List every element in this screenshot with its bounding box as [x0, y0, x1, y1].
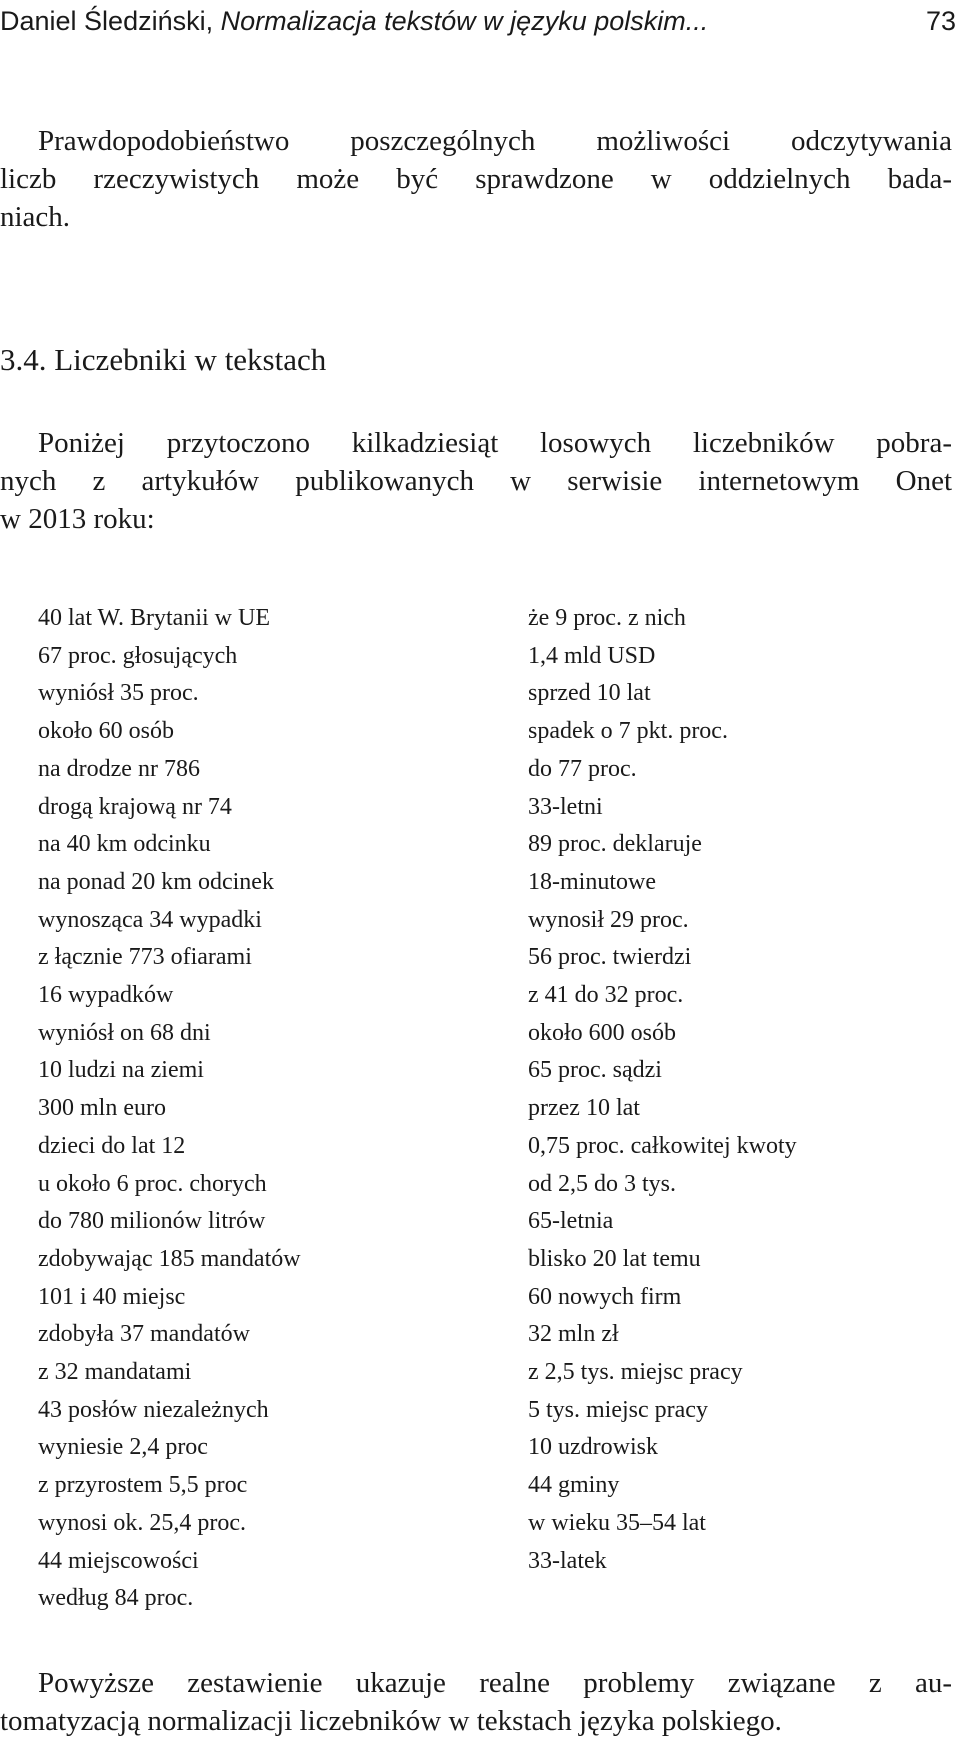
numeral-example: dzieci do lat 12 [38, 1132, 186, 1159]
numeral-example: od 2,5 do 3 tys. [528, 1170, 677, 1197]
numeral-example: 16 wypadków [38, 982, 174, 1009]
numeral-example: wynosi ok. 25,4 proc. [38, 1509, 246, 1536]
paragraph-intro [0, 122, 952, 236]
numeral-example: wyniósł 35 proc. [38, 680, 199, 707]
paragraph-line: tomatyzacją normalizacji liczebników w tekstach języka polskiego. [0, 1705, 782, 1737]
header-author-title [0, 4, 708, 38]
numeral-example: z 41 do 32 proc. [528, 982, 684, 1009]
numeral-example: przez 10 lat [528, 1095, 640, 1122]
numeral-example: na ponad 20 km odcinek [38, 868, 274, 895]
numeral-example: na drodze nr 786 [38, 755, 200, 782]
numeral-example: z przyrostem 5,5 proc [38, 1472, 248, 1499]
numeral-example: do 77 proc. [528, 755, 637, 782]
paragraph-line: Poniżej przytoczono kilkadziesiąt losowych liczebników pobra- [38, 427, 952, 459]
numeral-example: wynosił 29 proc. [528, 906, 689, 933]
numeral-example: 44 miejscowości [38, 1547, 199, 1574]
numeral-example: wyniesie 2,4 proc [38, 1434, 208, 1461]
paragraph-line: liczb rzeczywistych może być sprawdzone w oddzielnych bada- [0, 163, 952, 195]
numeral-example: u około 6 proc. chorych [38, 1170, 267, 1197]
numeral-example: zdobyła 37 mandatów [38, 1321, 250, 1348]
section-heading: 3.4. Liczebniki w tekstach [0, 342, 327, 377]
paragraph-conclusion [0, 1664, 952, 1740]
numeral-example: że 9 proc. z nich [528, 605, 686, 631]
numeral-example: około 600 osób [528, 1019, 677, 1046]
numeral-example: 33-latek [528, 1547, 607, 1574]
numeral-example: 67 proc. głosujących [38, 642, 238, 669]
paragraph-line: Powyższe zestawienie ukazuje realne problemy związane z au- [38, 1667, 952, 1699]
numeral-example: 33-letni [528, 793, 603, 820]
paragraph-section-intro [0, 424, 952, 538]
numeral-example: 44 gminy [528, 1472, 620, 1499]
numeral-example: 32 mln zł [528, 1321, 619, 1348]
numeral-example: 89 proc. deklaruje [528, 831, 702, 858]
numeral-example: w wieku 35–54 lat [528, 1509, 706, 1536]
numeral-example: wyniósł on 68 dni [38, 1019, 211, 1046]
numeral-example: z łącznie 773 ofiarami [38, 944, 252, 971]
paragraph-line: w 2013 roku: [0, 503, 155, 535]
numeral-example: zdobywając 185 mandatów [38, 1245, 301, 1272]
running-header [0, 0, 960, 46]
numeral-example: 56 proc. twierdzi [528, 944, 692, 971]
numeral-example: na 40 km odcinku [38, 831, 211, 858]
numeral-example: 18-minutowe [528, 868, 656, 895]
header-author: Daniel Śledziński, [0, 6, 221, 36]
paragraph-line: nych z artykułów publikowanych w serwisie internetowym Onet [0, 465, 952, 497]
page-number: 73 [925, 6, 956, 36]
numeral-example: 300 mln euro [38, 1095, 166, 1122]
numeral-example: około 60 osób [38, 718, 175, 745]
numeral-example: drogą krajową nr 74 [38, 793, 232, 820]
numeral-example: według 84 proc. [38, 1585, 194, 1612]
numeral-example: do 780 milionów litrów [38, 1208, 266, 1235]
numeral-example: 10 ludzi na ziemi [38, 1057, 204, 1084]
numeral-example: sprzed 10 lat [528, 680, 651, 707]
paragraph-line: Prawdopodobieństwo poszczególnych możliwości odczytywania [38, 125, 952, 157]
numeral-example: 65 proc. sądzi [528, 1057, 662, 1084]
numerals-list-left [38, 600, 301, 1618]
numerals-list-right [528, 600, 797, 1580]
paragraph-line: niach. [0, 201, 71, 233]
numeral-example: z 2,5 tys. miejsc pracy [528, 1359, 743, 1386]
header-title: Normalizacja tekstów w języku polskim... [220, 6, 709, 36]
numeral-example: wynosząca 34 wypadki [38, 906, 262, 933]
numeral-example: 1,4 mld USD [528, 642, 656, 669]
numeral-example: 10 uzdrowisk [528, 1434, 658, 1461]
numeral-example: 101 i 40 miejsc [38, 1283, 186, 1310]
numeral-example: blisko 20 lat temu [528, 1245, 701, 1272]
numeral-example: 65-letnia [528, 1208, 614, 1235]
numeral-example: 43 posłów niezależnych [38, 1396, 269, 1423]
numeral-example: 0,75 proc. całkowitej kwoty [528, 1132, 797, 1159]
numeral-example: z 32 mandatami [38, 1359, 192, 1386]
numeral-example: spadek o 7 pkt. proc. [528, 718, 728, 745]
numeral-example: 40 lat W. Brytanii w UE [38, 605, 270, 631]
numeral-example: 5 tys. miejsc pracy [528, 1396, 708, 1423]
numeral-example: 60 nowych firm [528, 1283, 682, 1310]
